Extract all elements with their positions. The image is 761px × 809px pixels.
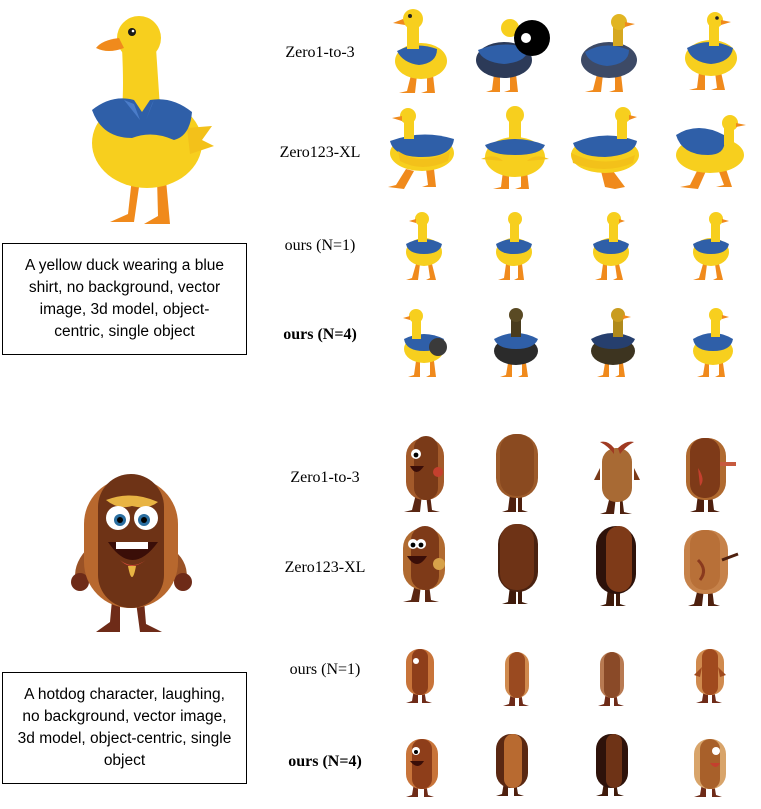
duck-prompt-text: A yellow duck wearing a blue shirt, no background, vector image, 3d model, object-centric, single object xyxy=(24,257,225,340)
hotdog-zero1to3-view-3 xyxy=(592,438,642,518)
duck-prompt-box xyxy=(2,243,247,355)
hotdog-row-label-zero1to3: Zero1-to-3 xyxy=(290,469,360,486)
duck-ours-n4-view-4 xyxy=(685,305,740,380)
hotdog-zero123xl-view-4 xyxy=(678,522,743,612)
duck-zero123xl-view-1 xyxy=(382,103,462,193)
duck-row-label-ours-n4: ours (N=4) xyxy=(283,326,357,343)
duck-input-image xyxy=(62,8,232,230)
duck-zero123xl-view-2 xyxy=(475,103,555,193)
hotdog-ours-n1-view-2 xyxy=(497,648,537,708)
hotdog-row-label-zero123xl: Zero123-XL xyxy=(284,559,366,576)
duck-zero1to3-view-1 xyxy=(385,5,455,95)
hotdog-ours-n4-view-2 xyxy=(490,730,535,800)
hotdog-ours-n1-view-4 xyxy=(690,645,730,705)
hotdog-panel xyxy=(0,420,761,809)
hotdog-ours-n4-view-3 xyxy=(590,730,635,800)
hotdog-zero1to3-view-4 xyxy=(680,432,740,517)
duck-zero1to3-view-3 xyxy=(575,10,645,95)
hotdog-ours-n1-view-3 xyxy=(592,648,632,708)
hotdog-zero1to3-view-1 xyxy=(398,432,453,517)
duck-ours-n1-view-1 xyxy=(398,208,448,283)
hotdog-prompt-text: A hotdog character, laughing, no background, vector image, 3d model, object-centric, single object xyxy=(17,686,232,769)
hotdog-input-image xyxy=(62,470,202,650)
duck-ours-n4-view-3 xyxy=(585,305,640,380)
duck-ours-n1-view-3 xyxy=(585,208,635,283)
hotdog-zero123xl-view-1 xyxy=(395,522,455,607)
hotdog-ours-n4-view-1 xyxy=(400,735,445,800)
hotdog-zero1to3-view-2 xyxy=(490,430,545,515)
hotdog-prompt-box xyxy=(2,672,247,784)
duck-zero1to3-view-2 xyxy=(472,10,552,95)
duck-zero1to3-view-4 xyxy=(675,8,745,93)
hotdog-row-label-ours-n1: ours (N=1) xyxy=(289,661,361,678)
duck-zero123xl-view-4 xyxy=(668,105,753,195)
hotdog-row-label-ours-n4: ours (N=4) xyxy=(288,753,362,770)
duck-ours-n1-view-4 xyxy=(685,208,735,283)
hotdog-ours-n1-view-1 xyxy=(400,645,440,705)
duck-ours-n4-view-2 xyxy=(488,305,543,380)
hotdog-zero123xl-view-2 xyxy=(490,520,545,610)
hotdog-zero123xl-view-3 xyxy=(588,522,643,612)
duck-row-label-zero123xl: Zero123-XL xyxy=(279,144,361,161)
duck-row-label-ours-n1: ours (N=1) xyxy=(284,237,356,254)
hotdog-ours-n4-view-4 xyxy=(688,735,733,800)
duck-row-label-zero1to3: Zero1-to-3 xyxy=(285,44,355,61)
duck-zero123xl-view-3 xyxy=(565,103,645,193)
duck-ours-n4-view-1 xyxy=(398,305,453,380)
duck-panel xyxy=(0,0,761,400)
duck-ours-n1-view-2 xyxy=(488,208,538,283)
